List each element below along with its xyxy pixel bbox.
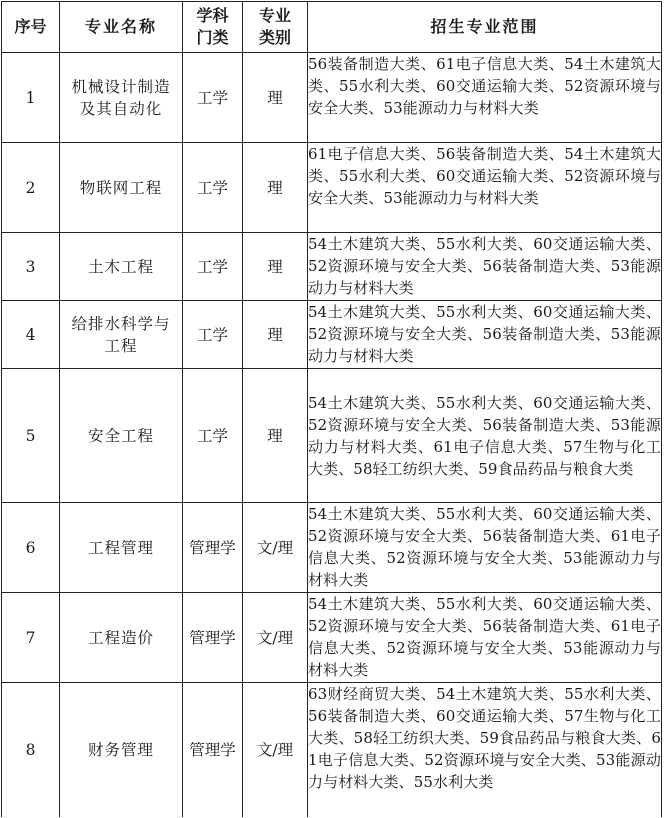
- table-row: [2, 369, 662, 503]
- header-index: 序号: [2, 2, 60, 53]
- row-category: 理: [243, 369, 308, 503]
- table-row: [2, 301, 662, 369]
- table-row: [2, 593, 662, 683]
- row-discipline: 工学: [183, 143, 243, 233]
- row-discipline: 工学: [183, 301, 243, 369]
- row-major: 物联网工程: [60, 143, 183, 233]
- table-row: [2, 143, 662, 233]
- header-category: 专业 类别: [243, 2, 308, 53]
- table-row: [2, 503, 662, 593]
- row-scope: 54土木建筑大类、55水利大类、60交通运输大类、52资源环境与安全大类、56装备制造大类、53能源动力与材料大类: [308, 301, 662, 369]
- row-major: 安全工程: [60, 369, 183, 503]
- header-scope: 招生专业范围: [308, 2, 662, 53]
- row-discipline: 工学: [183, 369, 243, 503]
- header-discipline: 学科 门类: [183, 2, 243, 53]
- row-index: 3: [2, 233, 60, 301]
- row-scope: 54土木建筑大类、55水利大类、60交通运输大类、52资源环境与安全大类、56装备制造大类、61电子信息大类、52资源环境与安全大类、53能源动力与材料大类: [308, 593, 662, 683]
- major-enrollment-table: [1, 1, 662, 817]
- row-index: 2: [2, 143, 60, 233]
- row-category: 文/理: [243, 683, 308, 817]
- row-category: 理: [243, 301, 308, 369]
- row-discipline: 管理学: [183, 593, 243, 683]
- row-scope: 54土木建筑大类、55水利大类、60交通运输大类、52资源环境与安全大类、56装备制造大类、53能源动力与材料大类、61电子信息大类、57生物与化工大类、58轻工纺织大类、59食品药品与粮食大类: [308, 369, 662, 503]
- row-scope: 54土木建筑大类、55水利大类、60交通运输大类、52资源环境与安全大类、56装备制造大类、53能源动力与材料大类: [308, 233, 662, 301]
- row-category: 文/理: [243, 593, 308, 683]
- row-major: 工程管理: [60, 503, 183, 593]
- row-major: 给排水科学与工程: [60, 301, 183, 369]
- row-discipline: 工学: [183, 233, 243, 301]
- table-row: [2, 53, 662, 143]
- row-index: 6: [2, 503, 60, 593]
- row-scope: 61电子信息大类、56装备制造大类、54土木建筑大类、55水利大类、60交通运输大类、52资源环境与安全大类、53能源动力与材料大类: [308, 143, 662, 233]
- row-discipline: 管理学: [183, 503, 243, 593]
- table-header-row: [2, 2, 662, 53]
- row-major: 土木工程: [60, 233, 183, 301]
- row-scope: 63财经商贸大类、54土木建筑大类、55水利大类、56装备制造大类、60交通运输大类、57生物与化工大类、58轻工纺织大类、59食品药品与粮食大类、61电子信息大类、52资源环境与安全大类、53能源动力与材料大类、55水利大类: [308, 683, 662, 817]
- row-major: 机械设计制造及其自动化: [60, 53, 183, 143]
- row-discipline: 工学: [183, 53, 243, 143]
- header-major: 专业名称: [60, 2, 183, 53]
- row-discipline: 管理学: [183, 683, 243, 817]
- row-index: 5: [2, 369, 60, 503]
- table-row: [2, 683, 662, 817]
- row-category: 理: [243, 233, 308, 301]
- row-index: 1: [2, 53, 60, 143]
- row-major: 财务管理: [60, 683, 183, 817]
- row-scope: 56装备制造大类、61电子信息大类、54土木建筑大类、55水利大类、60交通运输大类、52资源环境与安全大类、53能源动力与材料大类: [308, 53, 662, 143]
- row-index: 7: [2, 593, 60, 683]
- row-category: 理: [243, 53, 308, 143]
- row-scope: 54土木建筑大类、55水利大类、60交通运输大类、52资源环境与安全大类、56装备制造大类、61电子信息大类、52资源环境与安全大类、53能源动力与材料大类: [308, 503, 662, 593]
- row-major: 工程造价: [60, 593, 183, 683]
- row-category: 理: [243, 143, 308, 233]
- row-index: 4: [2, 301, 60, 369]
- row-index: 8: [2, 683, 60, 817]
- table-row: [2, 233, 662, 301]
- row-category: 文/理: [243, 503, 308, 593]
